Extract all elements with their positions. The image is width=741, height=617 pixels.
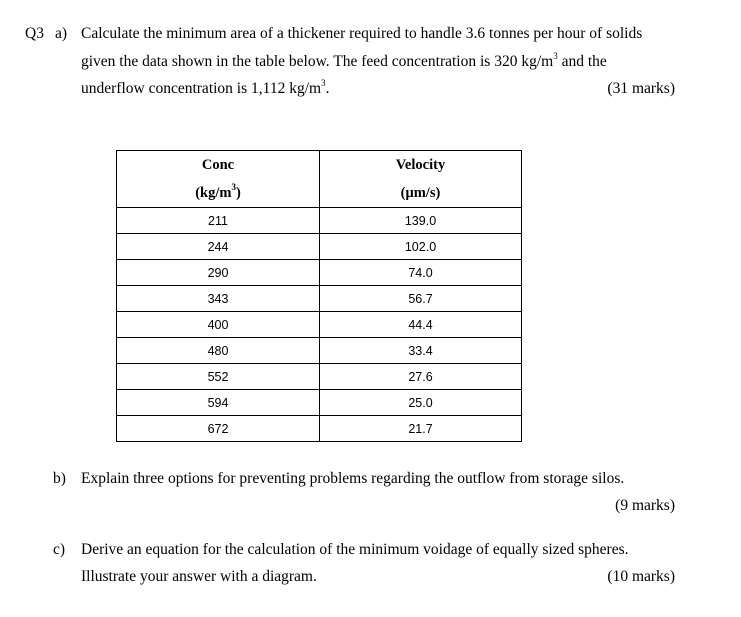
velocity-cell: 56.7 [320,286,522,312]
velocity-cell: 21.7 [320,416,522,442]
conc-cell: 290 [117,260,320,286]
conc-cell: 343 [117,286,320,312]
velocity-cell: 33.4 [320,338,522,364]
part-b-marks: (9 marks) [615,497,675,514]
velocity-cell: 102.0 [320,234,522,260]
velocity-cell: 74.0 [320,260,522,286]
table-row [117,312,522,338]
conc-cell: 211 [117,208,320,234]
table-header-row [117,151,522,208]
part-c-line-1: Derive an equation for the calculation of the minimum voidage of equally sized spheres. [81,541,629,558]
part-c-label: c) [53,541,66,558]
part-a-marks: (31 marks) [607,80,675,97]
velocity-header-unit: (μm/s) [400,185,441,201]
conc-cell: 672 [117,416,320,442]
part-a-line-2: given the data shown in the table below. The feed concentration is 320 $kg/m^3$ and the [81,50,607,70]
table-row [117,338,522,364]
data-table [116,150,522,442]
table-row [117,390,522,416]
conc-cell: 594 [117,390,320,416]
part-c-marks: (10 marks) [607,568,675,585]
conc-column-header [117,151,320,208]
table-row [117,364,522,390]
conc-cell: 480 [117,338,320,364]
conc-header-unit: $(kg/m^3)$ [195,182,241,201]
conc-cell: 400 [117,312,320,338]
part-a-label: a) [55,25,68,42]
table-row [117,208,522,234]
part-c-line-2: Illustrate your answer with a diagram. [81,568,317,585]
conc-header-title: Conc [201,157,235,173]
part-b-label: b) [53,470,66,487]
velocity-cell: 139.0 [320,208,522,234]
conc-cell: 552 [117,364,320,390]
velocity-cell: 27.6 [320,364,522,390]
part-a-line-1: Calculate the minimum area of a thickener required to handle 3.6 tonnes per hour of solids [81,25,643,42]
table-row [117,260,522,286]
part-a-line-3: underflow concentration is 1,112 $kg/m^3$. [81,77,330,97]
velocity-cell: 44.4 [320,312,522,338]
question-number: Q3 [25,25,44,42]
conc-cell: 244 [117,234,320,260]
velocity-cell: 25.0 [320,390,522,416]
table-row [117,286,522,312]
table-row [117,234,522,260]
part-b-text: Explain three options for preventing problems regarding the outflow from storage silos. [81,470,625,487]
velocity-column-header [320,151,522,208]
table-row [117,416,522,442]
velocity-header-title: Velocity [395,157,446,173]
